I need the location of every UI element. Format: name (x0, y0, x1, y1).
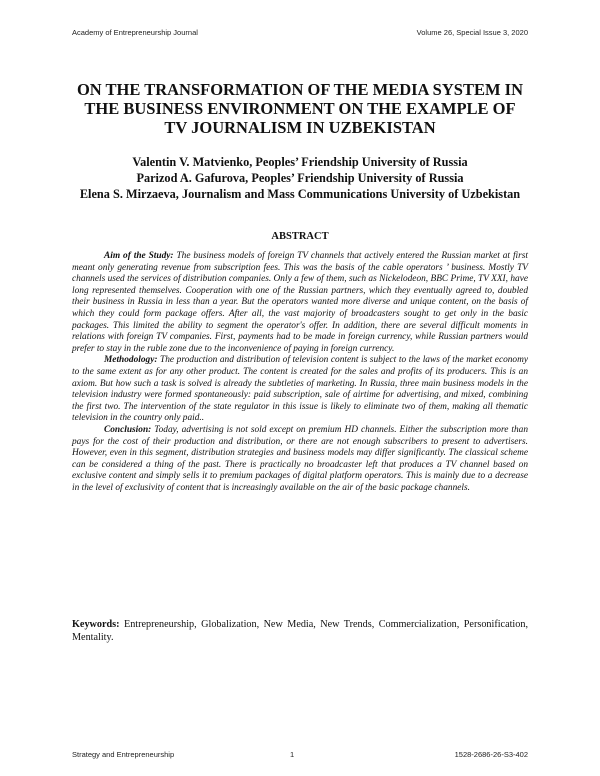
author-line: Valentin V. Matvienko, Peoples’ Friendship University of Russia (132, 155, 468, 169)
keywords-text: Entrepreneurship, Globalization, New Media, New Trends, Commercialization, Personification, Mentality. (72, 619, 528, 643)
aim-label: Aim of the Study: (104, 251, 174, 261)
methodology-label: Methodology: (104, 355, 158, 366)
running-header-journal: Academy of Entrepreneurship Journal (72, 28, 198, 37)
conclusion-text: Today, advertising is not sold except on premium HD channels. Either the subscription more than pays for the cost of their production and distribution, or there are not enough subscribers to present to advertisers. However, even in this segment, distribution strategies and business models may differ significantly. The classical scheme can be considered a thing of the past. There is practically no broadcaster left that produces a TV channel based on exclusive content and simply sells it to premium packages of digital platform operators. This is mainly due to a decrease in the level of exclusivity of content that is increasingly available on the air of the basic package channels. (72, 424, 528, 493)
abstract-body (72, 251, 528, 494)
abstract-aim-paragraph (72, 251, 528, 355)
author-list (72, 154, 528, 202)
keywords (72, 618, 528, 644)
methodology-text: The production and distribution of television content is subject to the laws of the market economy to the same extent as for any other product. The content is created for the sales and profits of its producers. This is an axiom. But how such a task is solved is already the subtleties of marketing. In Russia, three main business models in the television industry were formed spontaneously: paid subscription, sale of airtime for advertising, and mixed, combining the first two. The intervention of the state regulator in this issue is likely to eliminate two of them, making all thematic television in the country only paid.. (72, 355, 528, 424)
abstract-heading: ABSTRACT (271, 231, 329, 242)
conclusion-label: Conclusion: (104, 424, 152, 435)
keywords-label: Keywords: (72, 619, 120, 630)
abstract-methodology-paragraph (72, 355, 528, 425)
paper-title: ON THE TRANSFORMATION OF THE MEDIA SYSTEM IN THE BUSINESS ENVIRONMENT ON THE EXAMPLE OF TV JOURNALISM IN UZBEKISTAN (76, 80, 524, 137)
abstract-conclusion-paragraph (72, 425, 528, 495)
running-header-volume: Volume 26, Special Issue 3, 2020 (416, 28, 528, 37)
footer-article-id: 1528-2686-26-S3-402 (454, 750, 528, 759)
page-number: 1 (290, 750, 295, 759)
footer-journal-section: Strategy and Entrepreneurship (72, 750, 175, 759)
author-line: Parizod A. Gafurova, Peoples’ Friendship University of Russia (136, 171, 464, 185)
aim-text: The business models of foreign TV channels that actively entered the Russian market at first meant only generating revenue from subscription fees. This was the basis of the cable operators ’ business. Mostly TV channels used the services of distribution companies. Only a few of them, such as Nickelodeon, BBC Prime, TV XXI, have long represented themselves. Cooperation with one of the Russian partners, which they eventually agreed to, doubled their business in Russia in less than a year. But the operators wanted more diverse and unique content, on the basis of which they could form package offers. After all, the vast majority of broadcasters sought to get only in the basic packages. This limited the ability to segment the operator's offer. In addition, there are several difficult moments in relations with foreign TV companies. First, payments had to be made in foreign currency, while Russian partners would prefer to stay in the ruble zone due to the inconvenience of paying in foreign currency. (72, 251, 529, 354)
author-line: Elena S. Mirzaeva, Journalism and Mass Communications University of Uzbekistan (79, 187, 521, 201)
